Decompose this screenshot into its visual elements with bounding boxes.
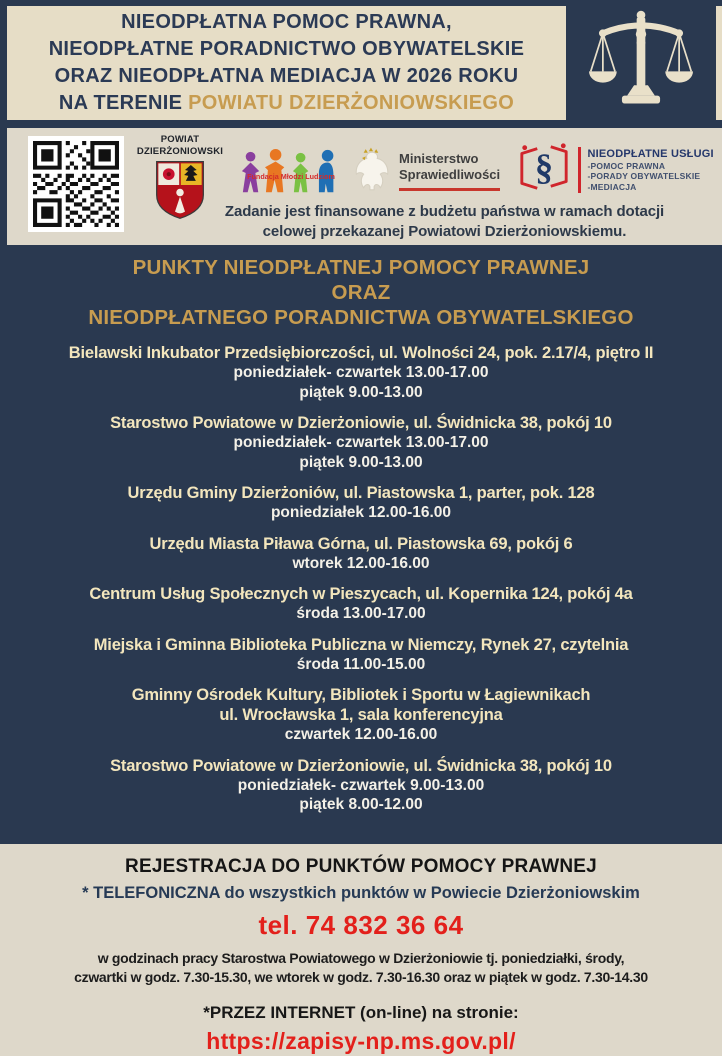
office-hours bbox=[0, 949, 722, 988]
poster-title-line: NIEODPŁATNA POMOC PRAWNA, bbox=[121, 11, 452, 33]
poster-title-line bbox=[7, 90, 566, 117]
ministry-label: Ministerstwo bbox=[399, 151, 479, 166]
points-section bbox=[0, 245, 722, 844]
scales-of-justice-icon bbox=[582, 9, 700, 118]
ministry-underline bbox=[399, 188, 500, 191]
free-services-item: -MEDIACJA bbox=[587, 181, 637, 192]
powiat-label: POWIAT bbox=[160, 134, 200, 145]
points-heading-line: ORAZ bbox=[331, 281, 391, 304]
point-schedule: poniedziałek- czwartek 9.00-13.00 bbox=[237, 776, 485, 794]
legal-aid-point bbox=[4, 584, 718, 624]
online-registration-note: *PRZEZ INTERNET (on-line) na stronie: bbox=[203, 1002, 519, 1022]
section-sign: § bbox=[534, 146, 554, 188]
header-edge-strip bbox=[716, 6, 722, 120]
office-hours-line: czwartki w godz. 7.30-15.30, we wtorek w godz. 7.30-16.30 oraz w piątek w godz. 7.30-14.30 bbox=[74, 969, 648, 985]
point-title: Urzędu Miasta Piława Górna, ul. Piastowska 69, pokój 6 bbox=[149, 534, 573, 553]
legal-aid-point bbox=[4, 343, 718, 402]
title-prefix: NA TERENIE bbox=[58, 92, 183, 114]
point-schedule: piątek 9.00-13.00 bbox=[299, 383, 423, 401]
point-schedule: poniedziałek 12.00-16.00 bbox=[270, 504, 452, 521]
title-highlight: POWIATU DZIERŻONIOWSKIEGO bbox=[188, 92, 515, 114]
office-hours-line: w godzinach pracy Starostwa Powiatowego w Dzierżoniowie tj. poniedziałki, środy, bbox=[97, 949, 625, 966]
point-title: Starostwo Powiatowe w Dzierżoniowie, ul. Świdnicka 38, pokój 10 bbox=[110, 756, 612, 775]
free-services-item: -PORADY OBYWATELSKIE bbox=[587, 171, 701, 182]
funding-line: celowej przekazanej Powiatowi Dzierżoniowskiemu. bbox=[262, 222, 627, 240]
powiat-label: DZIERŻONIOWSKI bbox=[136, 146, 224, 157]
point-title: Urzędu Gminy Dzierżoniów, ul. Piastowska 1, parter, pok. 128 bbox=[127, 484, 595, 502]
phone-number: tel. 74 832 36 64 bbox=[258, 909, 464, 940]
points-heading-line: NIEODPŁATNEGO PORADNICTWA OBYWATELSKIEGO bbox=[88, 306, 634, 329]
phone-registration-note: * TELEFONICZNA do wszystkich punktów w Powiecie Dzierżoniowskim bbox=[82, 883, 640, 902]
free-services-item: -POMOC PRAWNA bbox=[587, 160, 666, 171]
fundacja-label: Fundacja Młodzi Ludziom bbox=[247, 171, 335, 181]
free-services-title: NIEODPŁATNE USŁUGI bbox=[587, 147, 714, 160]
ministry-logo bbox=[351, 146, 500, 199]
logo-divider bbox=[578, 147, 581, 193]
scales-box bbox=[566, 6, 716, 120]
point-schedule: środa 13.00-17.00 bbox=[296, 605, 426, 622]
point-schedule: piątek 9.00-13.00 bbox=[299, 453, 423, 471]
poster-title-line: NIEODPŁATNE PORADNICTWO OBYWATELSKIE bbox=[48, 38, 525, 60]
title-band bbox=[7, 6, 566, 120]
point-schedule: wtorek 12.00-16.00 bbox=[292, 554, 430, 572]
point-title: ul. Wrocławska 1, sala konferencyjna bbox=[219, 706, 503, 724]
legal-aid-point bbox=[4, 413, 718, 472]
legal-aid-point bbox=[4, 635, 718, 675]
point-title: Starostwo Powiatowe w Dzierżoniowie, ul. Świdnicka 38, pokój 10 bbox=[110, 414, 612, 432]
logo-strip bbox=[7, 128, 722, 245]
poster-title-line: ORAZ NIEODPŁATNA MEDIACJA W 2026 ROKU bbox=[54, 65, 519, 87]
legal-aid-point bbox=[4, 534, 718, 574]
paragraph-symbol-icon bbox=[517, 140, 571, 199]
header bbox=[7, 6, 722, 120]
ministry-label: Sprawiedliwości bbox=[399, 167, 501, 182]
point-title: Bielawski Inkubator Przedsiębiorczości, ul. Wolności 24, pok. 2.17/4, piętro II bbox=[68, 344, 654, 362]
point-schedule: środa 11.00-15.00 bbox=[296, 655, 426, 673]
white-eagle-icon bbox=[351, 146, 393, 199]
point-schedule: piątek 8.00-12.00 bbox=[299, 796, 423, 813]
registration-url-link[interactable]: https://zapisy-np.ms.gov.pl/ bbox=[206, 1027, 516, 1054]
funding-note bbox=[175, 202, 714, 241]
point-title: Miejska i Gminna Biblioteka Publiczna w Niemczy, Rynek 27, czytelnia bbox=[93, 635, 629, 654]
point-title: Gminny Ośrodek Kultury, Bibliotek i Sportu w Łagiewnikach bbox=[131, 686, 591, 704]
point-schedule: czwartek 12.00-16.00 bbox=[284, 726, 438, 743]
points-heading-line: PUNKTY NIEODPŁATNEJ POMOCY PRAWNEJ bbox=[132, 256, 590, 279]
free-services-logo bbox=[517, 140, 714, 199]
fundacja-logo bbox=[235, 148, 347, 205]
point-title: Centrum Usług Społecznych w Pieszycach, ul. Kopernika 124, pokój 4a bbox=[89, 585, 633, 603]
registration-heading: REJESTRACJA DO PUNKTÓW POMOCY PRAWNEJ bbox=[125, 855, 597, 877]
funding-line: Zadanie jest finansowane z budżetu państwa w ramach dotacji bbox=[224, 203, 665, 220]
point-schedule: poniedziałek- czwartek 13.00-17.00 bbox=[233, 364, 489, 381]
points-heading bbox=[4, 255, 718, 330]
point-schedule: poniedziałek- czwartek 13.00-17.00 bbox=[233, 434, 489, 451]
legal-aid-point bbox=[4, 483, 718, 523]
qr-code-icon bbox=[28, 136, 124, 232]
legal-aid-point bbox=[4, 756, 718, 815]
poster-top bbox=[0, 0, 722, 245]
legal-aid-point bbox=[4, 685, 718, 745]
